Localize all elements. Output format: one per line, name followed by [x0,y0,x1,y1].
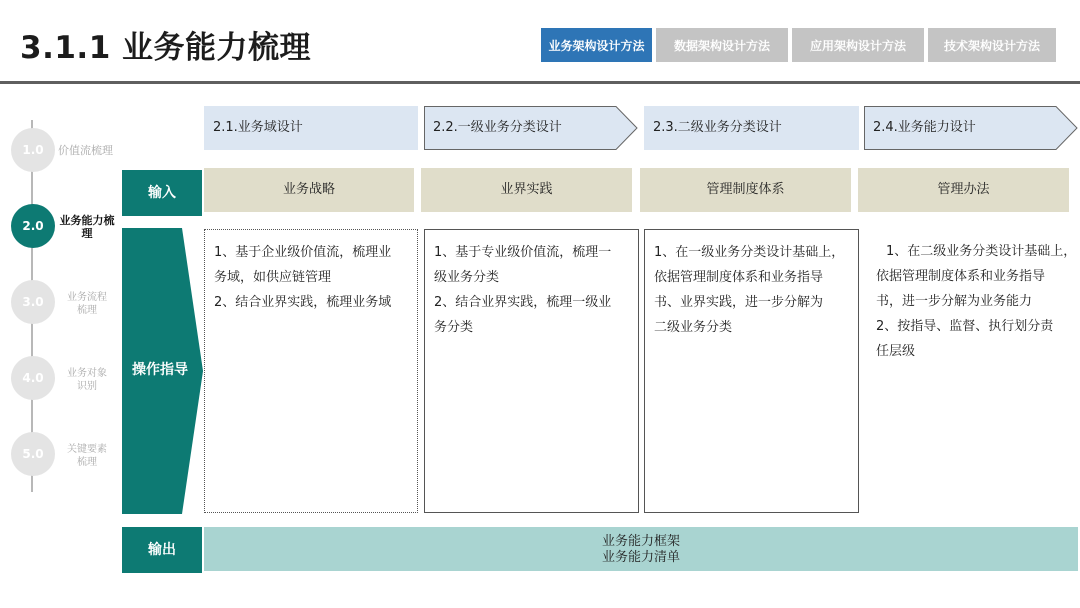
phase-1-header [204,106,418,150]
guide-1-line-3: 2、结合业界实践，梳理业务域 [214,295,392,310]
output-row-label [122,527,202,573]
guide-2-line-2: 级业务分类 [434,270,500,285]
guide-4-line-3: 书，进一步分解为业务能力 [876,294,1033,309]
step-3-circle[interactable]: 3.0 [11,280,55,324]
phase-3-header [644,106,859,150]
guide-1-line-2: 务域，如供应链管理 [214,270,332,285]
step-1-circle[interactable]: 1.0 [11,128,55,172]
input-cell-2: 业界实践 [421,168,632,212]
page-title: 3.1.1 业务能力梳理 [20,30,312,66]
phase-4-header [864,106,1078,150]
step-3-label: 业务流程梳理 [67,292,107,316]
header-divider [0,81,1080,84]
phase-4-label: 2.4.业务能力设计 [873,120,976,135]
guide-row-label-text: 操作指导 [132,362,188,378]
tab-technology-architecture[interactable]: 技术架构设计方法 [928,28,1056,62]
guide-3-line-2: 依据管理制度体系和业务指导 [654,270,824,285]
guide-4-line-2: 依据管理制度体系和业务指导 [876,269,1046,284]
step-4-label: 业务对象识别 [67,368,107,392]
step-5-label: 关键要素梳理 [67,444,107,468]
guide-2-line-4: 务分类 [434,320,474,335]
input-row-label-text: 输入 [148,185,176,201]
guide-3-line-4: 二级业务分类 [654,320,733,335]
step-5-circle[interactable]: 5.0 [11,432,55,476]
input-row-label [122,170,202,216]
guide-2-line-1: 1、基于专业级价值流，梳理一 [434,245,612,260]
method-tabs [541,28,1056,62]
phase-2-label: 2.2.一级业务分类设计 [433,120,562,135]
input-cell-3: 管理制度体系 [640,168,851,212]
guide-4-line-5: 任层级 [876,344,916,359]
step-2-circle[interactable]: 2.0 [11,204,55,248]
phase-3-label: 2.3.二级业务分类设计 [653,120,782,135]
guide-box-3 [644,229,859,513]
guide-3-line-1: 1、在一级业务分类设计基础上， [654,245,845,260]
guide-row-label [122,228,203,514]
input-cell-4: 管理办法 [858,168,1069,212]
tab-business-architecture[interactable]: 业务架构设计方法 [541,28,652,62]
step-2-label: 业务能力梳理 [59,214,115,240]
guide-1-line-1: 1、基于企业级价值流，梳理业 [214,245,392,260]
guide-4-line-4: 2、按指导、监督、执行划分责 [876,319,1054,334]
tab-application-architecture[interactable]: 应用架构设计方法 [792,28,924,62]
guide-box-2 [424,229,639,513]
step-1-label: 价值流梳理 [58,144,113,157]
guide-3-line-3: 书、业界实践，进一步分解为 [654,295,824,310]
guide-box-4 [870,229,1078,513]
guide-2-line-3: 2、结合业界实践，梳理一级业 [434,295,612,310]
output-line-2: 业务能力清单 [601,550,680,565]
phase-1-label: 2.1.业务域设计 [213,120,303,135]
tab-data-architecture[interactable]: 数据架构设计方法 [656,28,788,62]
input-cell-1: 业务战略 [204,168,414,212]
guide-4-line-1: 1、在二级业务分类设计基础上， [886,244,1077,259]
guide-box-1 [204,229,418,513]
output-line-1: 业务能力框架 [601,534,680,549]
phase-2-header [424,106,638,150]
output-row-label-text: 输出 [148,542,176,558]
step-4-circle[interactable]: 4.0 [11,356,55,400]
output-bar [204,527,1078,571]
